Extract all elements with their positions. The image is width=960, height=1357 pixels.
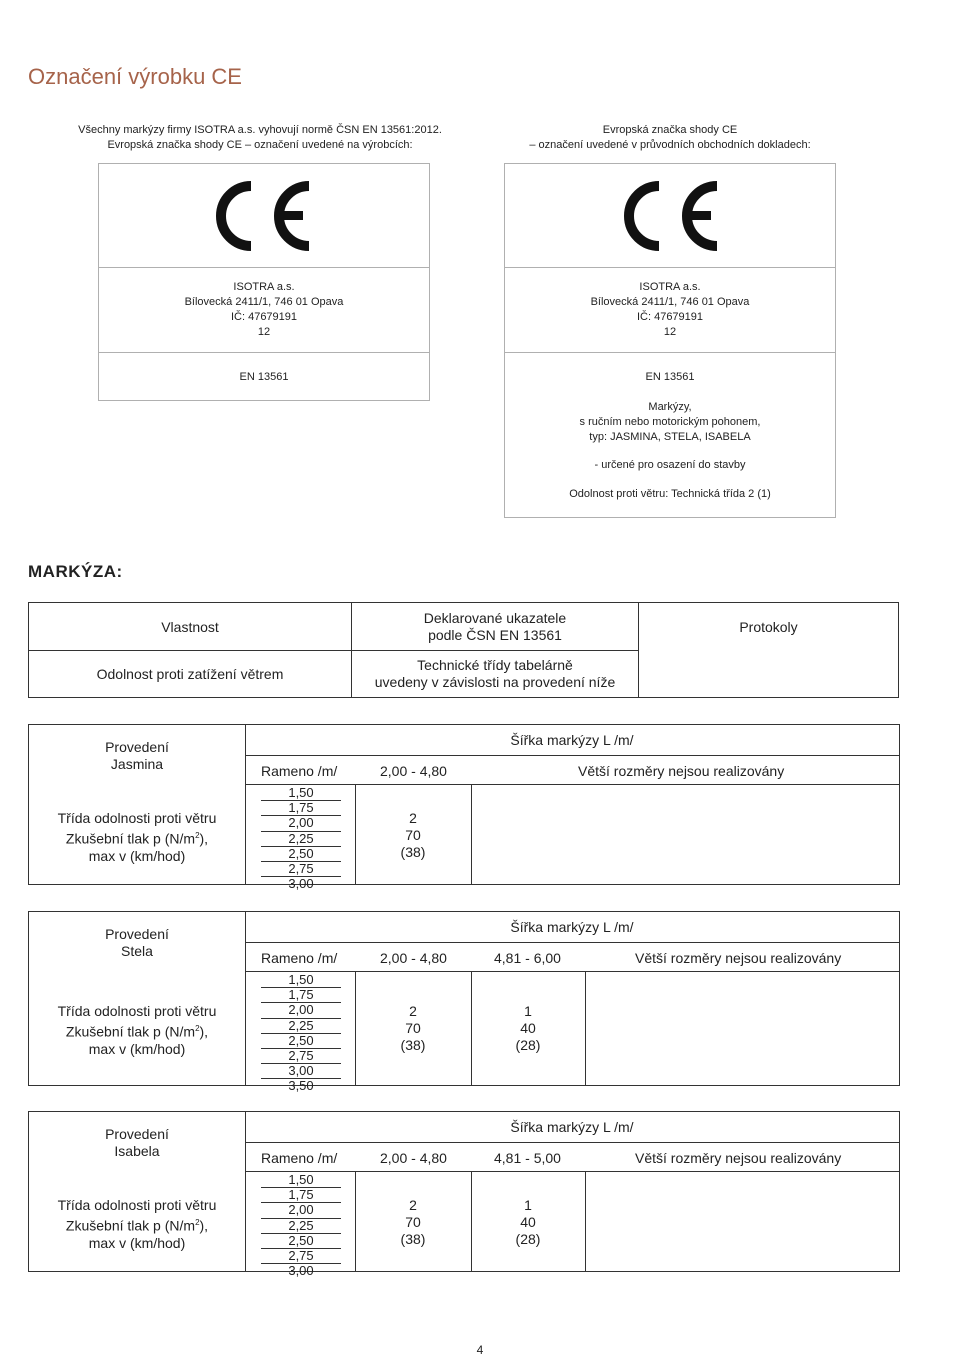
summary-row-property bbox=[28, 650, 352, 698]
class-line-2b: ), bbox=[199, 830, 209, 847]
class-line-2-sup: 2 bbox=[195, 831, 200, 840]
intro-left bbox=[60, 123, 460, 153]
company-name: ISOTRA a.s. bbox=[233, 281, 295, 293]
table-isabela-value-2 bbox=[471, 1197, 585, 1248]
arm-value: 3,00 bbox=[261, 1064, 341, 1079]
page-title: Označení výrobku CE bbox=[28, 64, 242, 89]
table-stela-note: Větší rozměry nejsou realizovány bbox=[635, 950, 842, 966]
table-isabela-width-header: Šířka markýzy L /m/ bbox=[510, 1119, 634, 1135]
company-id: IČ: 47679191 bbox=[636, 311, 704, 323]
table-jasmina-note: Větší rozměry nejsou realizovány bbox=[578, 763, 785, 779]
max-speed: (38) bbox=[400, 1037, 426, 1053]
summary-header-property bbox=[28, 602, 352, 651]
table-isabela-label bbox=[29, 1126, 245, 1160]
ce-right-wind: Odolnost proti větru: Technická třída 2 (1) bbox=[569, 488, 771, 500]
table-stela-value-2 bbox=[471, 1003, 585, 1054]
arm-value: 1,75 bbox=[261, 1188, 341, 1203]
table-jasmina-range-1: 2,00 - 4,80 bbox=[380, 763, 447, 779]
table-isabela-arm-label: Rameno /m/ bbox=[261, 1150, 338, 1166]
summary-h2-line-1: Deklarované ukazatele bbox=[423, 610, 567, 626]
class-line-3: max v (km/hod) bbox=[88, 847, 186, 864]
ce-right-company-box bbox=[504, 267, 836, 353]
ce-right-norm: EN 13561 bbox=[645, 371, 695, 383]
arm-value: 2,00 bbox=[261, 1003, 341, 1018]
max-speed: (28) bbox=[515, 1231, 541, 1247]
table-isabela-class-label bbox=[29, 1197, 245, 1252]
wind-class: 2 bbox=[409, 1003, 417, 1019]
arm-value: 2,00 bbox=[261, 1203, 341, 1218]
arm-value: 2,50 bbox=[261, 1234, 341, 1249]
table-jasmina-width-header: Šířka markýzy L /m/ bbox=[510, 732, 634, 748]
max-speed: (38) bbox=[400, 844, 426, 860]
arm-value: 1,50 bbox=[261, 973, 341, 988]
test-pressure: 70 bbox=[405, 1214, 421, 1230]
ce-right-company bbox=[505, 280, 835, 340]
wind-class: 1 bbox=[524, 1003, 532, 1019]
summary-h3: Protokoly bbox=[739, 619, 798, 635]
arm-value: 2,75 bbox=[261, 1249, 341, 1264]
label-line-1: Provedení bbox=[105, 739, 169, 755]
ce-left-company bbox=[99, 280, 429, 340]
ce-mark-icon bbox=[619, 180, 724, 252]
class-line-2 bbox=[29, 1214, 245, 1235]
class-line-2-sup: 2 bbox=[195, 1024, 200, 1033]
class-line-3: max v (km/hod) bbox=[88, 1234, 186, 1251]
product-line-1: Markýzy, bbox=[648, 401, 692, 413]
table-jasmina-arm-label: Rameno /m/ bbox=[261, 763, 338, 779]
summary-header-declared bbox=[351, 602, 639, 651]
arm-value: 3,50 bbox=[288, 1078, 314, 1094]
class-line-2a: Zkušební tlak p (N/m bbox=[65, 1217, 196, 1234]
label-line-2: Stela bbox=[121, 943, 153, 959]
table-stela-class-label bbox=[29, 1003, 245, 1058]
arm-value: 3,00 bbox=[288, 1263, 314, 1279]
class-line-2 bbox=[29, 827, 245, 848]
product-line-2: s ručním nebo motorickým pohonem, bbox=[579, 416, 761, 428]
class-line-3: max v (km/hod) bbox=[88, 1040, 186, 1057]
label-line-1: Provedení bbox=[105, 1126, 169, 1142]
table-jasmina-value-1 bbox=[355, 810, 471, 861]
summary-r1: Odolnost proti zatížení větrem bbox=[96, 666, 284, 682]
max-speed: (28) bbox=[515, 1037, 541, 1053]
max-speed: (38) bbox=[400, 1231, 426, 1247]
summary-r2 bbox=[352, 657, 638, 691]
arm-value: 1,75 bbox=[261, 801, 341, 816]
test-pressure: 70 bbox=[405, 1020, 421, 1036]
company-name: ISOTRA a.s. bbox=[639, 281, 701, 293]
arm-value: 1,50 bbox=[261, 1173, 341, 1188]
arm-value: 2,25 bbox=[261, 832, 341, 847]
table-jasmina-class-label bbox=[29, 810, 245, 865]
class-line-2b: ), bbox=[199, 1023, 209, 1040]
ce-left-company-box bbox=[98, 267, 430, 353]
intro-right bbox=[470, 123, 870, 153]
arm-value: 2,25 bbox=[261, 1019, 341, 1034]
table-jasmina-arms bbox=[261, 786, 341, 891]
summary-row-declared bbox=[351, 650, 639, 698]
table-isabela-range-1: 2,00 - 4,80 bbox=[380, 1150, 447, 1166]
ce-left-mark-box bbox=[98, 163, 430, 268]
ce-right-product bbox=[505, 400, 835, 445]
section-title: MARKÝZA: bbox=[28, 562, 123, 581]
wind-class: 2 bbox=[409, 810, 417, 826]
class-line-2a: Zkušební tlak p (N/m bbox=[65, 1023, 196, 1040]
product-line-3: typ: JASMINA, STELA, ISABELA bbox=[589, 431, 751, 443]
label-line-2: Jasmina bbox=[110, 756, 164, 772]
intro-left-line-1: Všechny markýzy firmy ISOTRA a.s. vyhovují normě ČSN EN 13561:2012. bbox=[78, 124, 442, 136]
arm-value: 3,00 bbox=[288, 876, 314, 892]
arm-value: 2,75 bbox=[261, 862, 341, 877]
table-stela-label bbox=[29, 926, 245, 960]
company-address: Bílovecká 2411/1, 746 01 Opava bbox=[590, 296, 750, 308]
summary-header-protocols bbox=[638, 602, 899, 698]
test-pressure: 40 bbox=[520, 1214, 536, 1230]
table-jasmina bbox=[28, 724, 900, 892]
ce-right-purpose: - určené pro osazení do stavby bbox=[594, 459, 746, 471]
test-pressure: 70 bbox=[405, 827, 421, 843]
class-line-2-sup: 2 bbox=[195, 1218, 200, 1227]
ce-left-norm: EN 13561 bbox=[239, 371, 289, 383]
company-year: 12 bbox=[663, 326, 677, 338]
company-id: IČ: 47679191 bbox=[230, 311, 298, 323]
class-line-1: Třída odolnosti proti větru bbox=[57, 1003, 217, 1019]
page-number: 4 bbox=[476, 1343, 484, 1357]
arm-value: 2,00 bbox=[261, 816, 341, 831]
table-isabela bbox=[28, 1111, 900, 1279]
table-stela-arms bbox=[261, 973, 341, 1094]
company-year: 12 bbox=[257, 326, 271, 338]
ce-right-mark-box bbox=[504, 163, 836, 268]
arm-value: 2,50 bbox=[261, 847, 341, 862]
table-stela-arm-label: Rameno /m/ bbox=[261, 950, 338, 966]
table-isabela-value-1 bbox=[355, 1197, 471, 1248]
class-line-2b: ), bbox=[199, 1217, 209, 1234]
arm-value: 1,75 bbox=[261, 988, 341, 1003]
arm-value: 2,50 bbox=[261, 1034, 341, 1049]
table-stela-range-1: 2,00 - 4,80 bbox=[380, 950, 447, 966]
label-line-1: Provedení bbox=[105, 926, 169, 942]
table-stela-value-1 bbox=[355, 1003, 471, 1054]
class-line-1: Třída odolnosti proti větru bbox=[57, 1197, 217, 1213]
wind-class: 2 bbox=[409, 1197, 417, 1213]
summary-r2-line-2: uvedeny v závislosti na provedení níže bbox=[374, 674, 616, 690]
intro-right-line-2: – označení uvedené v průvodních obchodních dokladech: bbox=[529, 139, 811, 151]
label-line-2: Isabela bbox=[114, 1143, 160, 1159]
table-stela-width-header: Šířka markýzy L /m/ bbox=[510, 919, 634, 935]
test-pressure: 40 bbox=[520, 1020, 536, 1036]
ce-left-norm-box bbox=[98, 352, 430, 401]
table-stela-range-2: 4,81 - 6,00 bbox=[494, 950, 561, 966]
summary-h1: Vlastnost bbox=[161, 619, 219, 635]
company-address: Bílovecká 2411/1, 746 01 Opava bbox=[184, 296, 344, 308]
wind-class: 1 bbox=[524, 1197, 532, 1213]
class-line-2 bbox=[29, 1020, 245, 1041]
ce-mark-icon bbox=[211, 180, 316, 252]
intro-left-line-2: Evropská značka shody CE – označení uvedené na výrobcích: bbox=[107, 139, 413, 151]
table-isabela-arms bbox=[261, 1173, 341, 1278]
table-isabela-note: Větší rozměry nejsou realizovány bbox=[635, 1150, 842, 1166]
class-line-1: Třída odolnosti proti větru bbox=[57, 810, 217, 826]
arm-value: 2,75 bbox=[261, 1049, 341, 1064]
table-jasmina-label bbox=[29, 739, 245, 773]
summary-r2-line-1: Technické třídy tabelárně bbox=[417, 657, 573, 673]
intro-right-line-1: Evropská značka shody CE bbox=[602, 124, 738, 136]
table-stela bbox=[28, 911, 900, 1094]
ce-right-details-box bbox=[504, 352, 836, 518]
arm-value: 2,25 bbox=[261, 1219, 341, 1234]
table-isabela-range-2: 4,81 - 5,00 bbox=[494, 1150, 561, 1166]
summary-h2-line-2: podle ČSN EN 13561 bbox=[428, 627, 562, 643]
arm-value: 1,50 bbox=[261, 786, 341, 801]
summary-h2 bbox=[352, 610, 638, 644]
class-line-2a: Zkušební tlak p (N/m bbox=[65, 830, 196, 847]
